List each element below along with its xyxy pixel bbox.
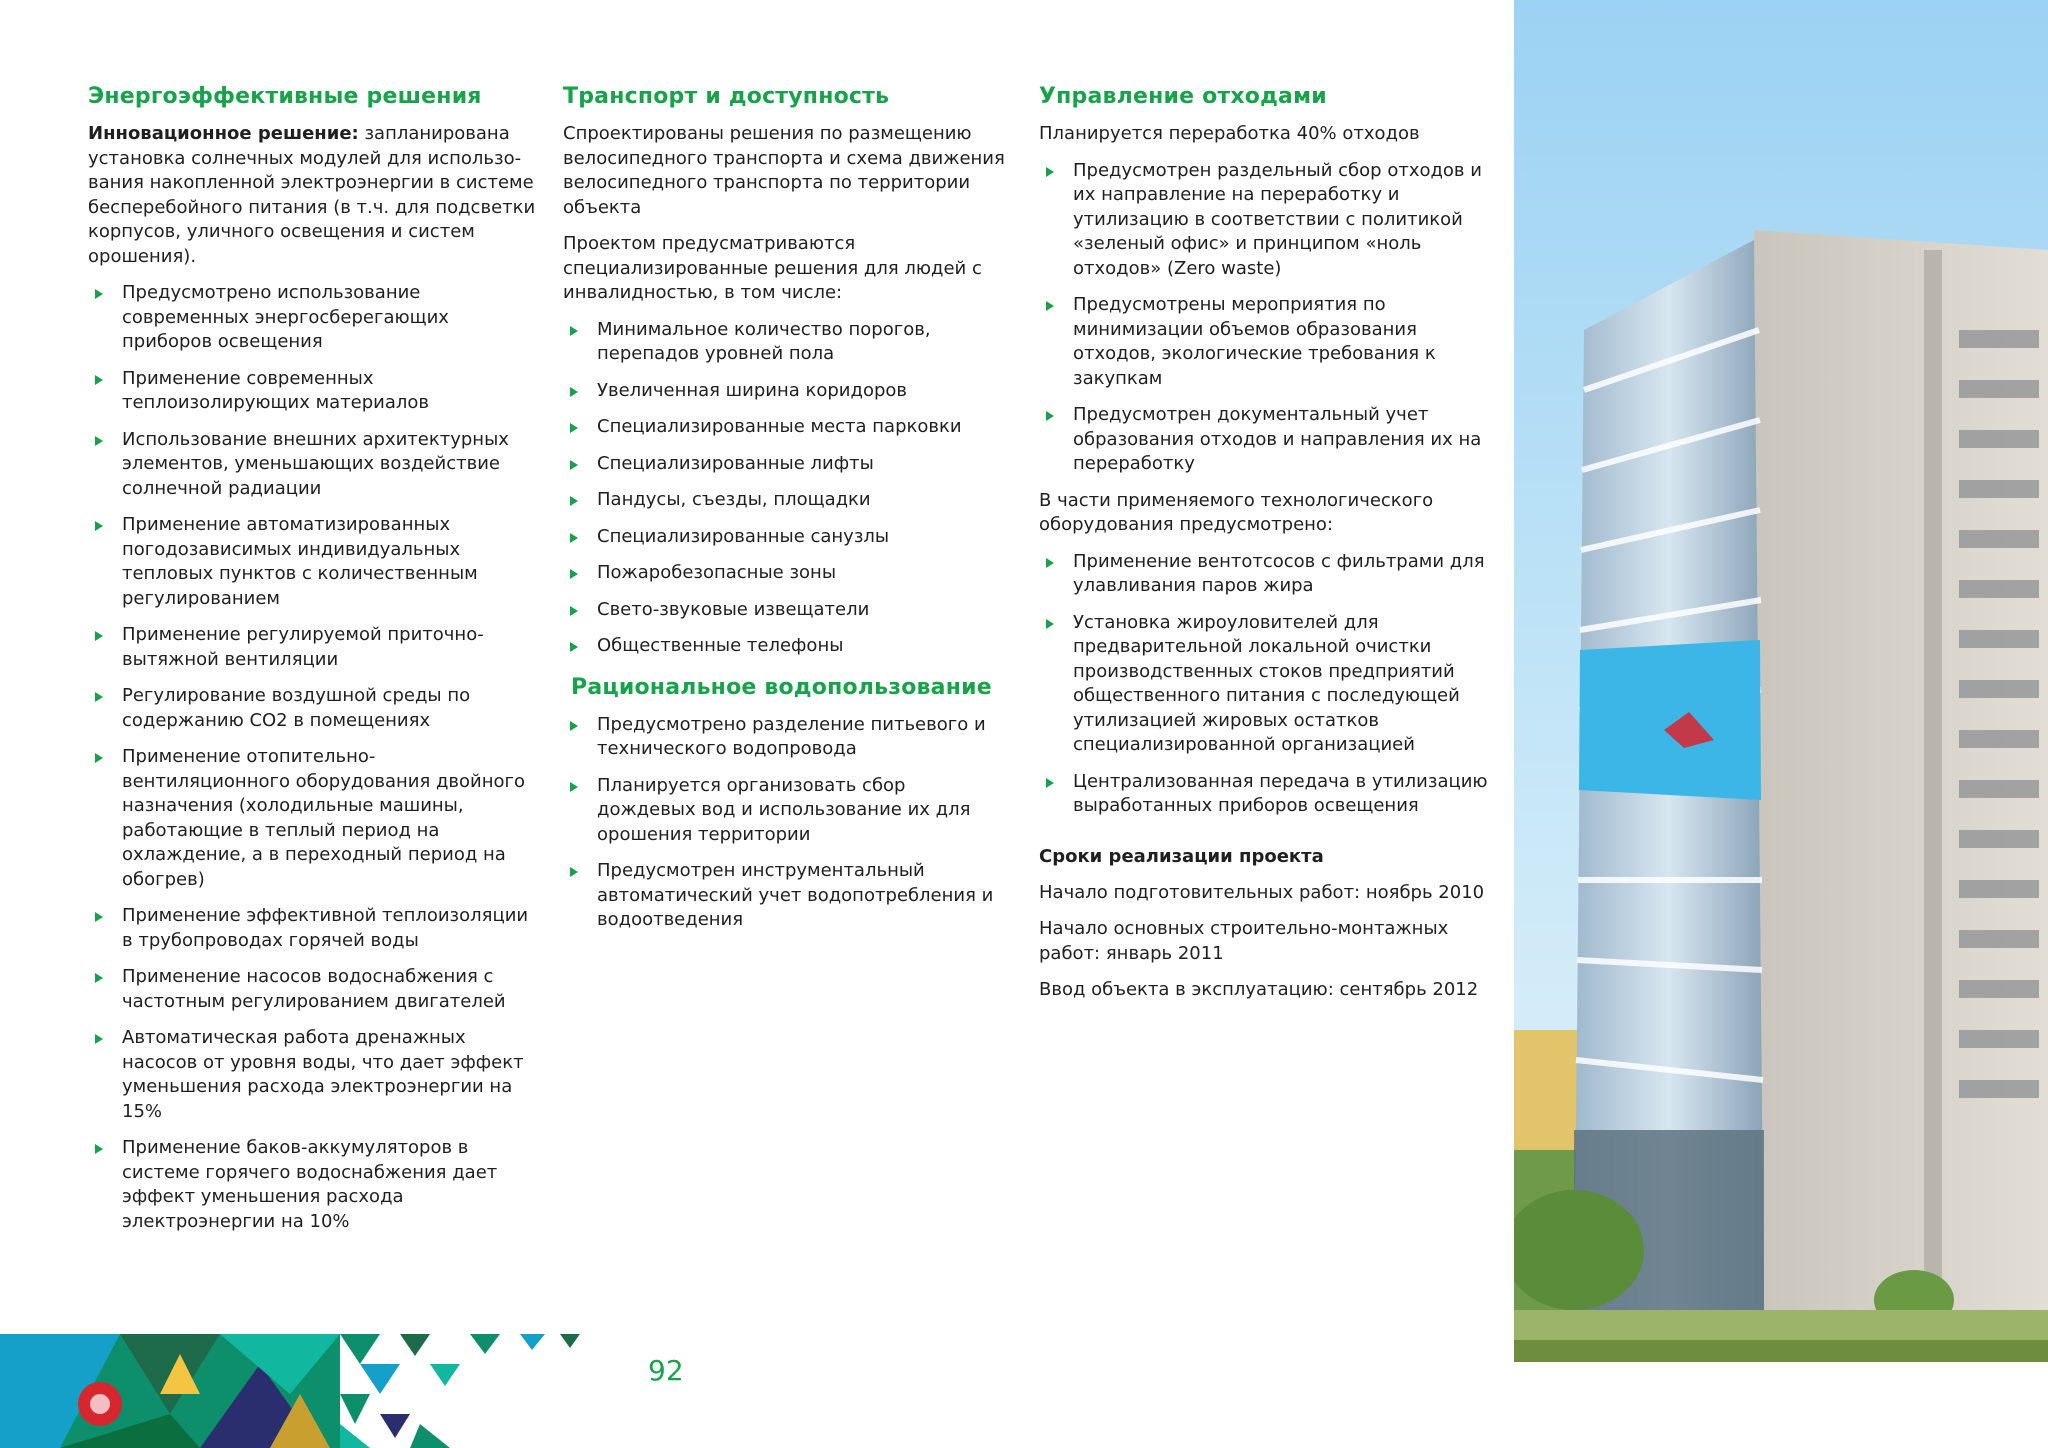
page-number: 92 xyxy=(648,1354,684,1387)
decorative-pattern xyxy=(0,1334,600,1448)
waste-list-2 xyxy=(1039,550,1489,819)
list-item-text: Применение регулируемой приточно-вытяжной вентиляции xyxy=(122,624,484,670)
bullet-triangle-icon xyxy=(95,753,103,763)
list-item-text: Пожаробезопасные зоны xyxy=(597,562,837,583)
list-item-text: Применение эффективной теплоизоляции в трубопроводах горячей воды xyxy=(122,905,529,951)
bullet-triangle-icon xyxy=(95,1144,103,1154)
list-item xyxy=(1039,611,1489,758)
bullet-triangle-icon xyxy=(570,533,578,543)
bullet-triangle-icon xyxy=(570,460,578,470)
list-item-text: Предусмотрен документальный учет образования отходов и направления их на переработку xyxy=(1073,404,1482,474)
list-item xyxy=(1039,770,1489,819)
energy-intro xyxy=(88,122,538,269)
list-item xyxy=(563,525,1007,550)
waste-para-2: В части применяемого технологического оборудования предусмотрено: xyxy=(1039,489,1434,535)
list-item-text: Планируется организовать сбор дождевых вод и использование их для орошения территории xyxy=(597,774,971,845)
list-item-text: Применение отопительно-вентиляционного оборудования двойного назначения (холодильные машины, работающие в теплый период на охлаждение, а в переходный период на обогрев) xyxy=(122,746,526,890)
list-item xyxy=(563,561,1007,586)
column-waste xyxy=(1039,82,1489,1015)
accessibility-list xyxy=(563,318,1007,659)
list-item-text: Предусмотрен инструментальный автоматический учет водопотребления и водоотведения xyxy=(597,860,994,930)
energy-intro-bold: Инновационное решение: xyxy=(88,123,359,144)
schedule-line: Ввод объекта в эксплуатацию: сентябрь 2012 xyxy=(1039,979,1479,1000)
bullet-triangle-icon xyxy=(570,326,578,336)
list-item-text: Централизованная передача в утилизацию выработанных приборов освещения xyxy=(1073,770,1488,816)
water-list xyxy=(563,713,1007,933)
list-item xyxy=(88,684,538,733)
transport-para-2: Проектом предусматриваются специализированные решения для людей с инвалидностью, в том числе: xyxy=(563,233,982,303)
bullet-triangle-icon xyxy=(1046,411,1054,421)
transport-para-1: Спроектированы решения по размещению велосипедного транспорта и схема движения велосипедного транспорта по территории объекта xyxy=(563,123,1005,218)
energy-intro-text: запланирована установка солнечных модулей для использо-вания накопленной электроэнергии в системе бесперебойного питания (в т.ч. для подсветки корпусов, уличного освещения и систем орошения). xyxy=(88,123,536,267)
bullet-triangle-icon xyxy=(95,1034,103,1044)
bullet-triangle-icon xyxy=(95,631,103,641)
list-item xyxy=(1039,159,1489,282)
list-item-text: Использование внешних архитектурных элементов, уменьшающих воздействие солнечной радиации xyxy=(122,428,509,499)
list-item xyxy=(563,859,1007,933)
bullet-triangle-icon xyxy=(570,721,578,731)
list-item xyxy=(563,488,1007,513)
list-item xyxy=(563,452,1007,477)
bullet-triangle-icon xyxy=(95,521,103,531)
list-item xyxy=(563,318,1007,367)
bullet-triangle-icon xyxy=(570,423,578,433)
list-item-text: Минимальное количество порогов, перепадов уровней пола xyxy=(597,318,931,364)
energy-list xyxy=(88,281,538,1234)
list-item-text: Пандусы, съезды, площадки xyxy=(597,489,871,510)
section-title-waste: Управление отходами xyxy=(1039,84,1327,109)
waste-para-1: Планируется переработка 40% отходов xyxy=(1039,123,1420,144)
list-item-text: Предусмотрено использование современных энергосберегающих приборов освещения xyxy=(122,282,449,352)
schedule-line: Начало подготовительных работ: ноябрь 2010 xyxy=(1039,881,1485,903)
list-item xyxy=(88,965,538,1014)
bullet-triangle-icon xyxy=(1046,558,1054,568)
list-item xyxy=(563,415,1007,440)
list-item xyxy=(563,774,1007,848)
list-item xyxy=(88,904,538,953)
bullet-triangle-icon xyxy=(570,387,578,397)
bullet-triangle-icon xyxy=(95,973,103,983)
list-item-text: Применение насосов водоснабжения с частотным регулированием двигателей xyxy=(122,966,506,1012)
building-illustration xyxy=(1514,0,2048,1362)
list-item-text: Специализированные лифты xyxy=(597,452,874,474)
bullet-triangle-icon xyxy=(570,606,578,616)
list-item-text: Применение баков-аккумуляторов в системе горячего водоснабжения дает эффект уменьшения расхода электроэнергии на 10% xyxy=(122,1137,498,1232)
list-item xyxy=(563,598,1007,623)
list-item-text: Свето-звуковые извещатели xyxy=(597,598,870,620)
list-item xyxy=(88,745,538,892)
list-item xyxy=(88,1026,538,1124)
schedule-title: Сроки реализации проекта xyxy=(1039,845,1324,867)
list-item xyxy=(563,713,1007,762)
list-item-text: Применение современных теплоизолирующих материалов xyxy=(122,367,430,413)
bullet-triangle-icon xyxy=(570,867,578,877)
list-item-text: Регулирование воздушной среды по содержанию CO2 в помещениях xyxy=(122,685,471,731)
bullet-triangle-icon xyxy=(95,692,103,702)
bullet-triangle-icon xyxy=(570,642,578,652)
list-item xyxy=(563,634,1007,659)
list-item xyxy=(88,428,538,502)
list-item xyxy=(88,513,538,611)
bullet-triangle-icon xyxy=(95,436,103,446)
list-item-text: Предусмотрено разделение питьевого и технического водопровода xyxy=(597,713,986,759)
bullet-triangle-icon xyxy=(1046,619,1054,629)
list-item xyxy=(88,623,538,672)
list-item-text: Установка жироуловителей для предварительной локальной очистки производственных стоков предприятий общественного питания с последующей утилизацией жировых остатков специализированной организацией xyxy=(1073,611,1460,755)
bullet-triangle-icon xyxy=(1046,778,1054,788)
bullet-triangle-icon xyxy=(570,782,578,792)
building-photo xyxy=(1514,0,2048,1362)
list-item-text: Применение автоматизированных погодозависимых индивидуальных тепловых пунктов с количественным регулированием xyxy=(122,514,478,609)
list-item-text: Специализированные санузлы xyxy=(597,525,890,547)
list-item xyxy=(88,281,538,355)
waste-list-1 xyxy=(1039,159,1489,477)
list-item-text: Применение вентотсосов с фильтрами для улавливания паров жира xyxy=(1073,550,1485,596)
bullet-triangle-icon xyxy=(570,496,578,506)
list-item-text: Общественные телефоны xyxy=(597,635,844,656)
section-title-transport: Транспорт и доступность xyxy=(563,84,890,109)
list-item-text: Увеличенная ширина коридоров xyxy=(597,379,908,401)
list-item xyxy=(1039,403,1489,477)
list-item-text: Специализированные места парковки xyxy=(597,416,962,437)
section-title-water: Рациональное водопользование xyxy=(571,674,992,700)
list-item-text: Предусмотрен раздельный сбор отходов и их направление на переработку и утилизацию в соответствии с политикой «зеленый офис» и принципом «ноль отходов» (Zero waste) xyxy=(1073,159,1482,279)
list-item xyxy=(88,1136,538,1234)
bullet-triangle-icon xyxy=(95,289,103,299)
schedule-line: Начало основных строительно-монтажных работ: январь 2011 xyxy=(1039,918,1449,964)
bullet-triangle-icon xyxy=(1046,301,1054,311)
section-title-energy: Энергоэффективные решения xyxy=(88,84,482,109)
pattern-graphic xyxy=(0,1334,600,1448)
list-item-text: Автоматическая работа дренажных насосов от уровня воды, что дает эффект уменьшения расхода электроэнергии на 15% xyxy=(122,1027,524,1122)
list-item xyxy=(1039,550,1489,599)
bullet-triangle-icon xyxy=(570,569,578,579)
list-item-text: Предусмотрены мероприятия по минимизации объемов образования отходов, экологические требования к закупкам xyxy=(1073,294,1436,389)
column-energy xyxy=(88,82,538,1246)
list-item xyxy=(88,367,538,416)
list-item xyxy=(563,379,1007,404)
bullet-triangle-icon xyxy=(95,375,103,385)
bullet-triangle-icon xyxy=(95,912,103,922)
column-transport xyxy=(563,82,1007,945)
list-item xyxy=(1039,293,1489,391)
bullet-triangle-icon xyxy=(1046,167,1054,177)
